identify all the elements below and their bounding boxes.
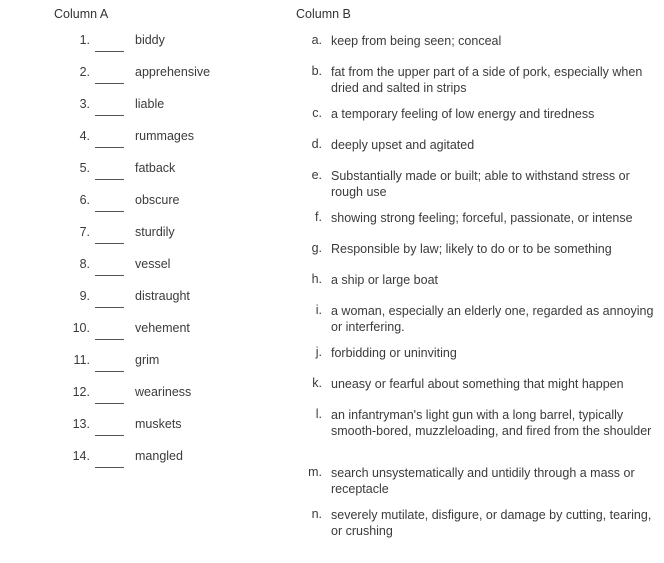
answer-blank[interactable] (95, 435, 124, 436)
column-a-item (0, 289, 280, 321)
answer-blank[interactable] (95, 339, 124, 340)
item-letter: i. (315, 303, 322, 317)
vocabulary-word: muskets (135, 417, 182, 431)
column-a-item (0, 65, 280, 97)
item-number: 6. (79, 193, 90, 207)
vocabulary-word: vessel (135, 257, 171, 271)
column-a-item (0, 97, 280, 129)
column-a-title: Column A (54, 7, 109, 21)
answer-blank[interactable] (95, 83, 124, 84)
item-letter: m. (308, 465, 322, 479)
vocabulary-word: mangled (135, 449, 183, 463)
answer-blank[interactable] (95, 467, 124, 468)
column-a-item (0, 193, 280, 225)
vocabulary-word: grim (135, 353, 160, 367)
column-a-item (0, 385, 280, 417)
vocabulary-word: obscure (135, 193, 180, 207)
item-number: 10. (72, 321, 90, 335)
vocabulary-word: distraught (135, 289, 190, 303)
item-letter: c. (312, 106, 322, 120)
vocabulary-word: rummages (135, 129, 195, 143)
item-number: 7. (79, 225, 90, 239)
vocabulary-word: fatback (135, 161, 176, 175)
answer-blank[interactable] (95, 371, 124, 372)
column-a-item (0, 257, 280, 289)
definition-text: deeply upset and agitated (331, 138, 475, 152)
item-letter: b. (311, 64, 322, 78)
item-letter: d. (311, 137, 322, 151)
answer-blank[interactable] (95, 243, 124, 244)
vocabulary-word: weariness (135, 385, 192, 399)
vocabulary-word: sturdily (135, 225, 175, 239)
item-letter: e. (311, 168, 322, 182)
item-number: 3. (79, 97, 90, 111)
definition-text: uneasy or fearful about something that might happen (331, 377, 624, 391)
item-letter: l. (315, 407, 322, 421)
item-letter: k. (312, 376, 322, 390)
definition-text: a temporary feeling of low energy and tiredness (331, 107, 595, 121)
definition-text: forbidding or uninviting (331, 346, 457, 360)
definition-text: severely mutilate, disfigure, or damage by cutting, tearing, or crushing (331, 508, 652, 538)
column-a-item (0, 353, 280, 385)
definition-text: showing strong feeling; forceful, passionate, or intense (331, 211, 633, 225)
item-letter: a. (311, 33, 322, 47)
item-number: 4. (79, 129, 90, 143)
column-a-item (0, 321, 280, 353)
answer-blank[interactable] (95, 147, 124, 148)
vocabulary-word: apprehensive (135, 65, 211, 79)
column-a-item (0, 449, 280, 481)
definition-text: Responsible by law; likely to do or to be something (331, 242, 612, 256)
item-number: 2. (79, 65, 90, 79)
item-number: 5. (79, 161, 90, 175)
definition-text: Substantially made or built; able to withstand stress or rough use (331, 169, 630, 199)
definition-text: a ship or large boat (331, 273, 439, 287)
item-letter: f. (315, 210, 322, 224)
vocabulary-word: biddy (135, 33, 165, 47)
column-a-item (0, 129, 280, 161)
answer-blank[interactable] (95, 51, 124, 52)
definition-text: fat from the upper part of a side of pork, especially when dried and salted in strips (331, 65, 643, 95)
item-number: 8. (79, 257, 90, 271)
item-number: 9. (79, 289, 90, 303)
answer-blank[interactable] (95, 115, 124, 116)
item-letter: n. (311, 507, 322, 521)
answer-blank[interactable] (95, 211, 124, 212)
column-a-item (0, 33, 280, 65)
definition-text: a woman, especially an elderly one, regarded as annoying or interfering. (331, 304, 654, 334)
item-letter: j. (315, 345, 322, 359)
item-number: 11. (73, 353, 90, 367)
column-a-item (0, 225, 280, 257)
definition-text: search unsystematically and untidily through a mass or receptacle (331, 466, 635, 496)
item-number: 12. (72, 385, 90, 399)
item-letter: g. (311, 241, 322, 255)
column-b-title: Column B (296, 7, 351, 21)
item-number: 14. (72, 449, 90, 463)
definition-text: an infantryman's light gun with a long barrel, typically smooth-bored, muzzleloading, and fired from the shoulder (331, 408, 652, 438)
vocabulary-word: liable (135, 97, 165, 111)
column-a-item (0, 417, 280, 449)
item-number: 13. (72, 417, 90, 431)
item-letter: h. (311, 272, 322, 286)
vocabulary-word: vehement (135, 321, 190, 335)
answer-blank[interactable] (95, 275, 124, 276)
definition-text: keep from being seen; conceal (331, 34, 502, 48)
answer-blank[interactable] (95, 307, 124, 308)
column-a-item (0, 161, 280, 193)
answer-blank[interactable] (95, 179, 124, 180)
item-number: 1. (79, 33, 90, 47)
answer-blank[interactable] (95, 403, 124, 404)
